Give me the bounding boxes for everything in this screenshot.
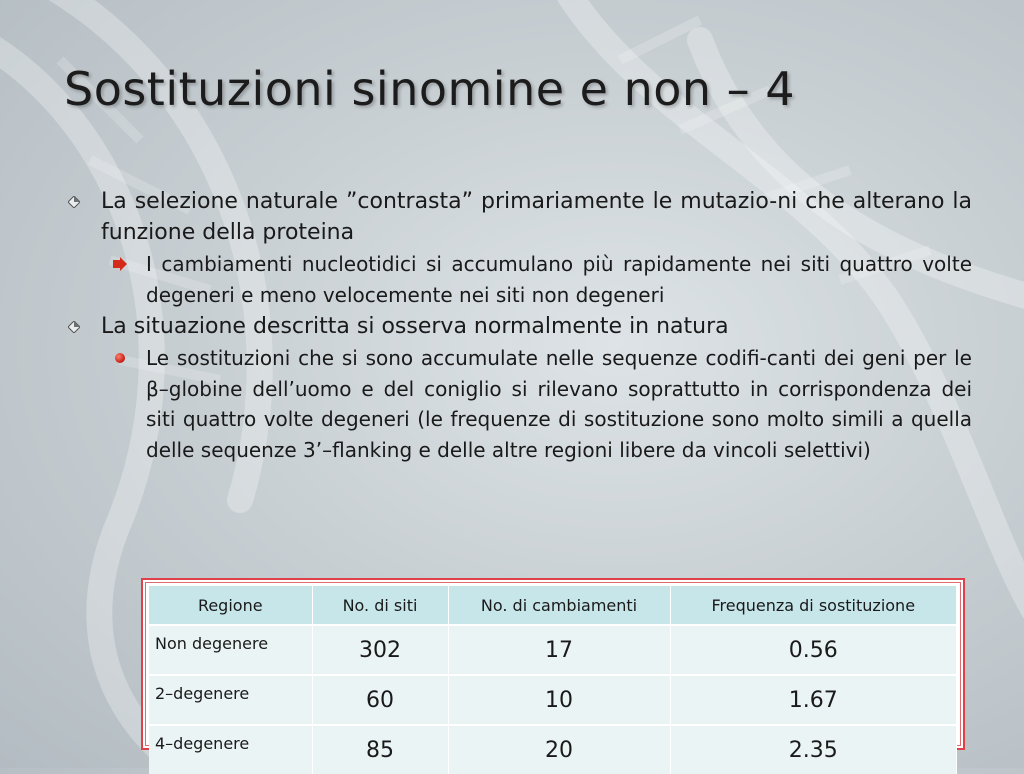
substitution-table [149,586,957,774]
diamond-bullet-icon [68,196,80,208]
red-arrow-bullet-icon [113,257,127,271]
sub-bullet-text: I cambiamenti nucleotidici si accumulano più rapidamente nei siti quattro volte degeneri e meno velocemente nei siti non degeneri [146,252,972,307]
column-header: Regione [149,586,312,625]
table-cell: 20 [448,725,670,774]
table-cell: 2–degenere [149,675,312,725]
red-dot-bullet-icon [115,353,125,363]
sub-bullet-text: Le sostituzioni che si sono accumulate nelle sequenze codifi-canti dei geni per le β–globine dell’uomo e del coniglio si rilevano soprattutto in corrispondenza dei siti quattro volte degeneri (le frequenze di sostituzione sono molto simili a quella delle sequenze 3’–flanking e delle altre regioni libere da vincoli selettivi) [146,346,972,462]
bullet-text: La situazione descritta si osserva normalmente in natura [101,314,729,339]
table-cell: 0.56 [670,625,957,675]
table-row [149,725,957,774]
column-header: No. di cambiamenti [448,586,670,625]
table-cell: 2.35 [670,725,957,774]
table-row [149,625,957,675]
table-cell: 17 [448,625,670,675]
table-cell: Non degenere [149,625,312,675]
table-cell: 302 [312,625,448,675]
table-cell: 10 [448,675,670,725]
bullet-item [60,311,972,342]
bullet-item [60,186,972,248]
slide-title: Sostituzioni sinomine e non – 4 [64,62,796,116]
column-header: No. di siti [312,586,448,625]
table-row [149,675,957,725]
table-header-row [149,586,957,625]
column-header: Frequenza di sostituzione [670,586,957,625]
substitution-table-frame [141,578,965,763]
table-cell: 85 [312,725,448,774]
table-cell: 4–degenere [149,725,312,774]
sub-bullet-item [146,343,972,465]
sub-bullet-item [146,249,972,310]
table-cell: 60 [312,675,448,725]
table-cell: 1.67 [670,675,957,725]
diamond-bullet-icon [68,321,80,333]
bullet-text: La selezione naturale ”contrasta” primariamente le mutazio-ni che alterano la funzione della proteina [101,189,972,245]
bullet-list [60,186,972,466]
